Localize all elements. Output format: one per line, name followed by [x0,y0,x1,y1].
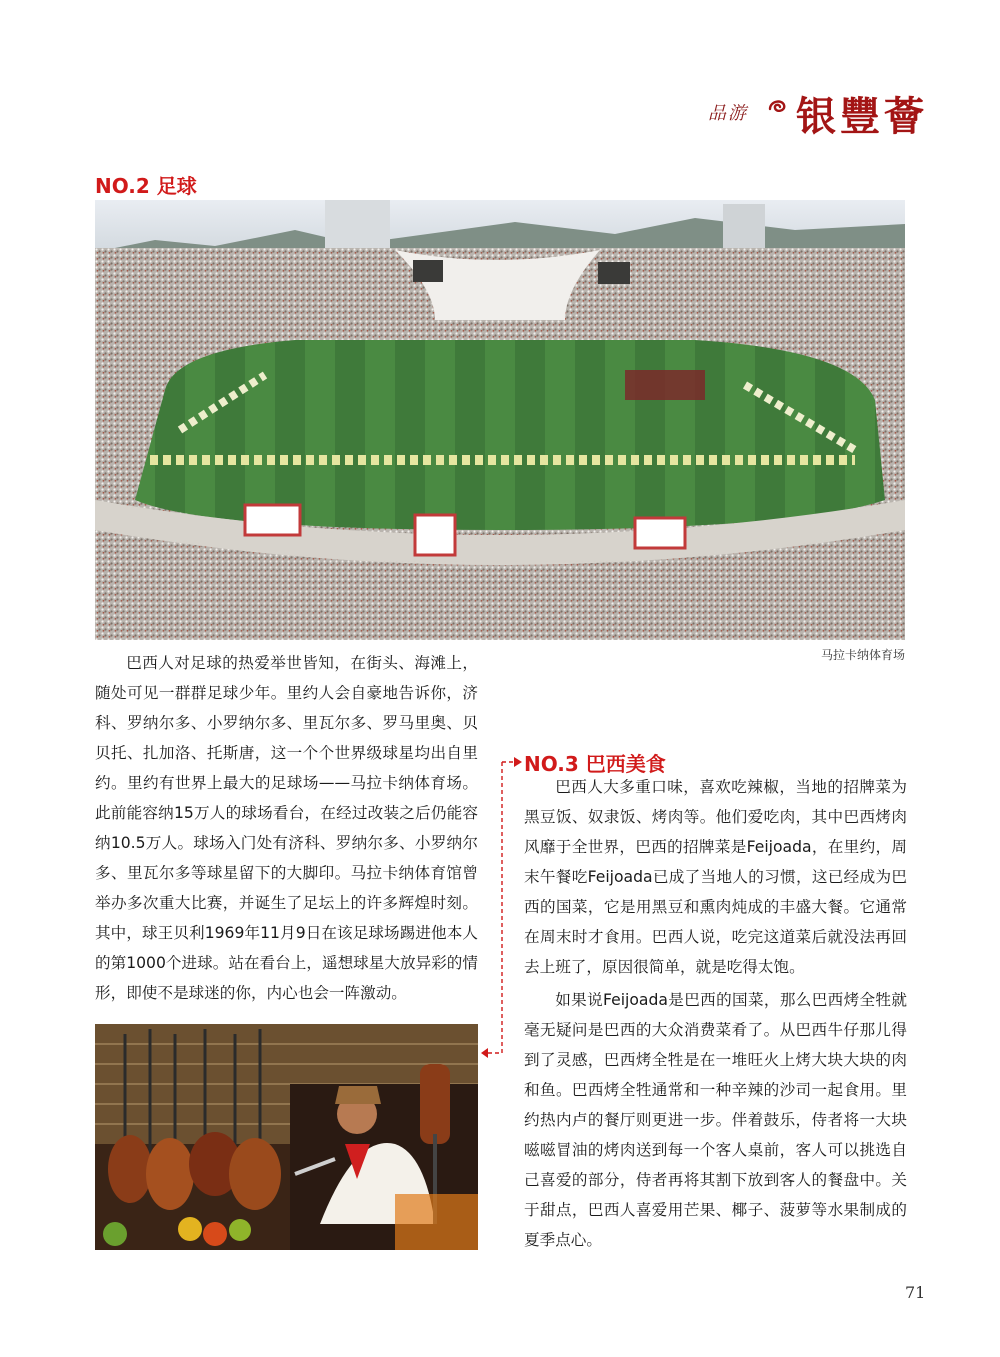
stadium-photo [95,200,905,640]
churrasco-photo [95,1024,478,1250]
football-paragraph: 巴西人对足球的热爱举世皆知，在街头、海滩上，随处可见一群群足球少年。里约人会自豪地告诉你，济科、罗纳尔多、小罗纳尔多、里瓦尔多、罗马里奥、贝贝托、扎加洛、托斯唐，这一个个世界级球星均出自里约。里约有世界上最大的足球场——马拉卡纳体育场。此前能容纳15万人的球场看台，在经过改装之后仍能容纳10.5万人。球场入门处有济科、罗纳尔多、小罗纳尔多、里瓦尔多等球星留下的大脚印。马拉卡纳体育馆曾举办多次重大比赛，并诞生了足坛上的许多辉煌时刻。其中，球王贝利1969年11月9日在该足球场踢进他本人的第1000个进球。站在看台上，遥想球星大放异彩的情形，即使不是球迷的你，内心也会一阵激动。 [95,654,478,1002]
stadium-caption: 马拉卡纳体育场 [820,648,905,662]
header-section-label: 品游 [708,103,748,124]
swirl-icon [766,95,790,119]
page-number: 71 [905,1283,926,1302]
dashed-connector-arrow-icon [478,748,524,1063]
food-paragraph-1: 巴西人大多重口味，喜欢吃辣椒，当地的招牌菜为黑豆饭、奴隶饭、烤肉等。他们爱吃肉，其中巴西烤肉风靡于全世界，巴西的招牌菜是Feijoada，在里约，周末午餐吃Feijoada已成了当地人的习惯，这已经成为巴西的国菜，它是用黑豆和熏肉炖成的丰盛大餐。它通常在周末时才食用。巴西人说，吃完这道菜后就没法再回去上班了，原因很简单，就是吃得太饱。 [524,778,907,976]
section-title-football: NO.2 足球 [95,174,197,198]
magazine-header [700,85,960,140]
section-title-brazilian-food: NO.3 巴西美食 [524,752,666,776]
food-paragraph-2: 如果说Feijoada是巴西的国菜，那么巴西烤全牲就毫无疑问是巴西的大众消费菜肴了。从巴西牛仔那儿得到了灵感，巴西烤全牲是在一堆旺火上烤大块大块的肉和鱼。巴西烤全牲通常和一种辛辣的沙司一起食用。里约热内卢的餐厅则更进一步。伴着鼓乐，侍者将一大块嗞嗞冒油的烤肉送到每一个客人桌前，客人可以挑选自己喜爱的部分，侍者再将其割下放到客人的餐盘中。关于甜点，巴西人喜爱用芒果、椰子、菠萝等水果制成的夏季点心。 [524,991,907,1249]
churrasco-illustration [95,1024,478,1250]
stadium-illustration [95,200,905,640]
brand-logo-text: 银豐薈 [796,93,928,140]
